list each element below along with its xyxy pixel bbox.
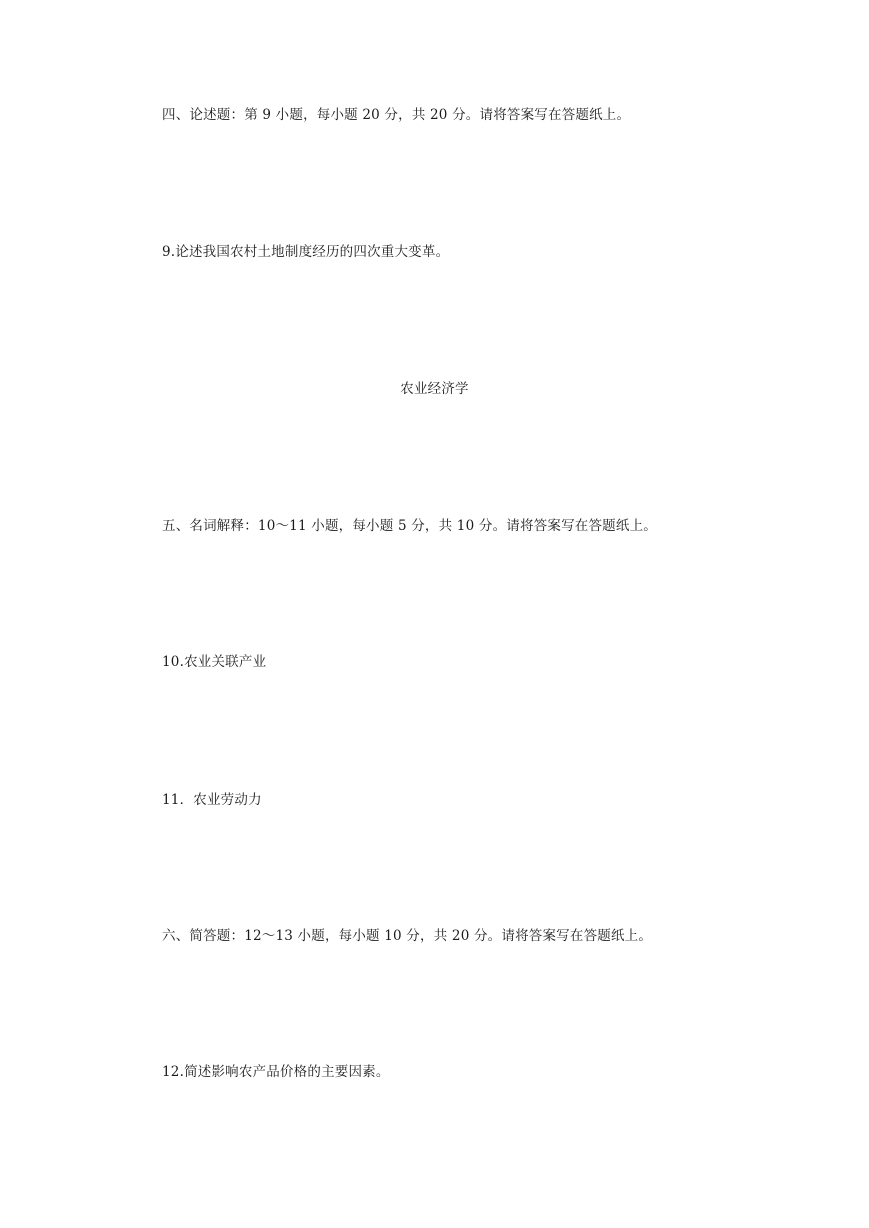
question-10: 10.农业关联产业	[162, 654, 267, 670]
subject-title: 农业经济学	[400, 381, 469, 397]
question-9: 9.论述我国农村土地制度经历的四次重大变革。	[162, 244, 450, 260]
section6-heading: 六、简答题：12～13 小题，每小题 10 分，共 20 分。请将答案写在答题纸上。	[162, 928, 653, 944]
question-12: 12.简述影响农产品价格的主要因素。	[162, 1064, 390, 1080]
question-11: 11．农业劳动力	[162, 792, 262, 808]
section5-heading: 五、名词解释：10～11 小题，每小题 5 分，共 10 分。请将答案写在答题纸上。	[162, 518, 657, 534]
section4-heading: 四、论述题：第 9 小题，每小题 20 分，共 20 分。请将答案写在答题纸上。	[162, 107, 631, 123]
